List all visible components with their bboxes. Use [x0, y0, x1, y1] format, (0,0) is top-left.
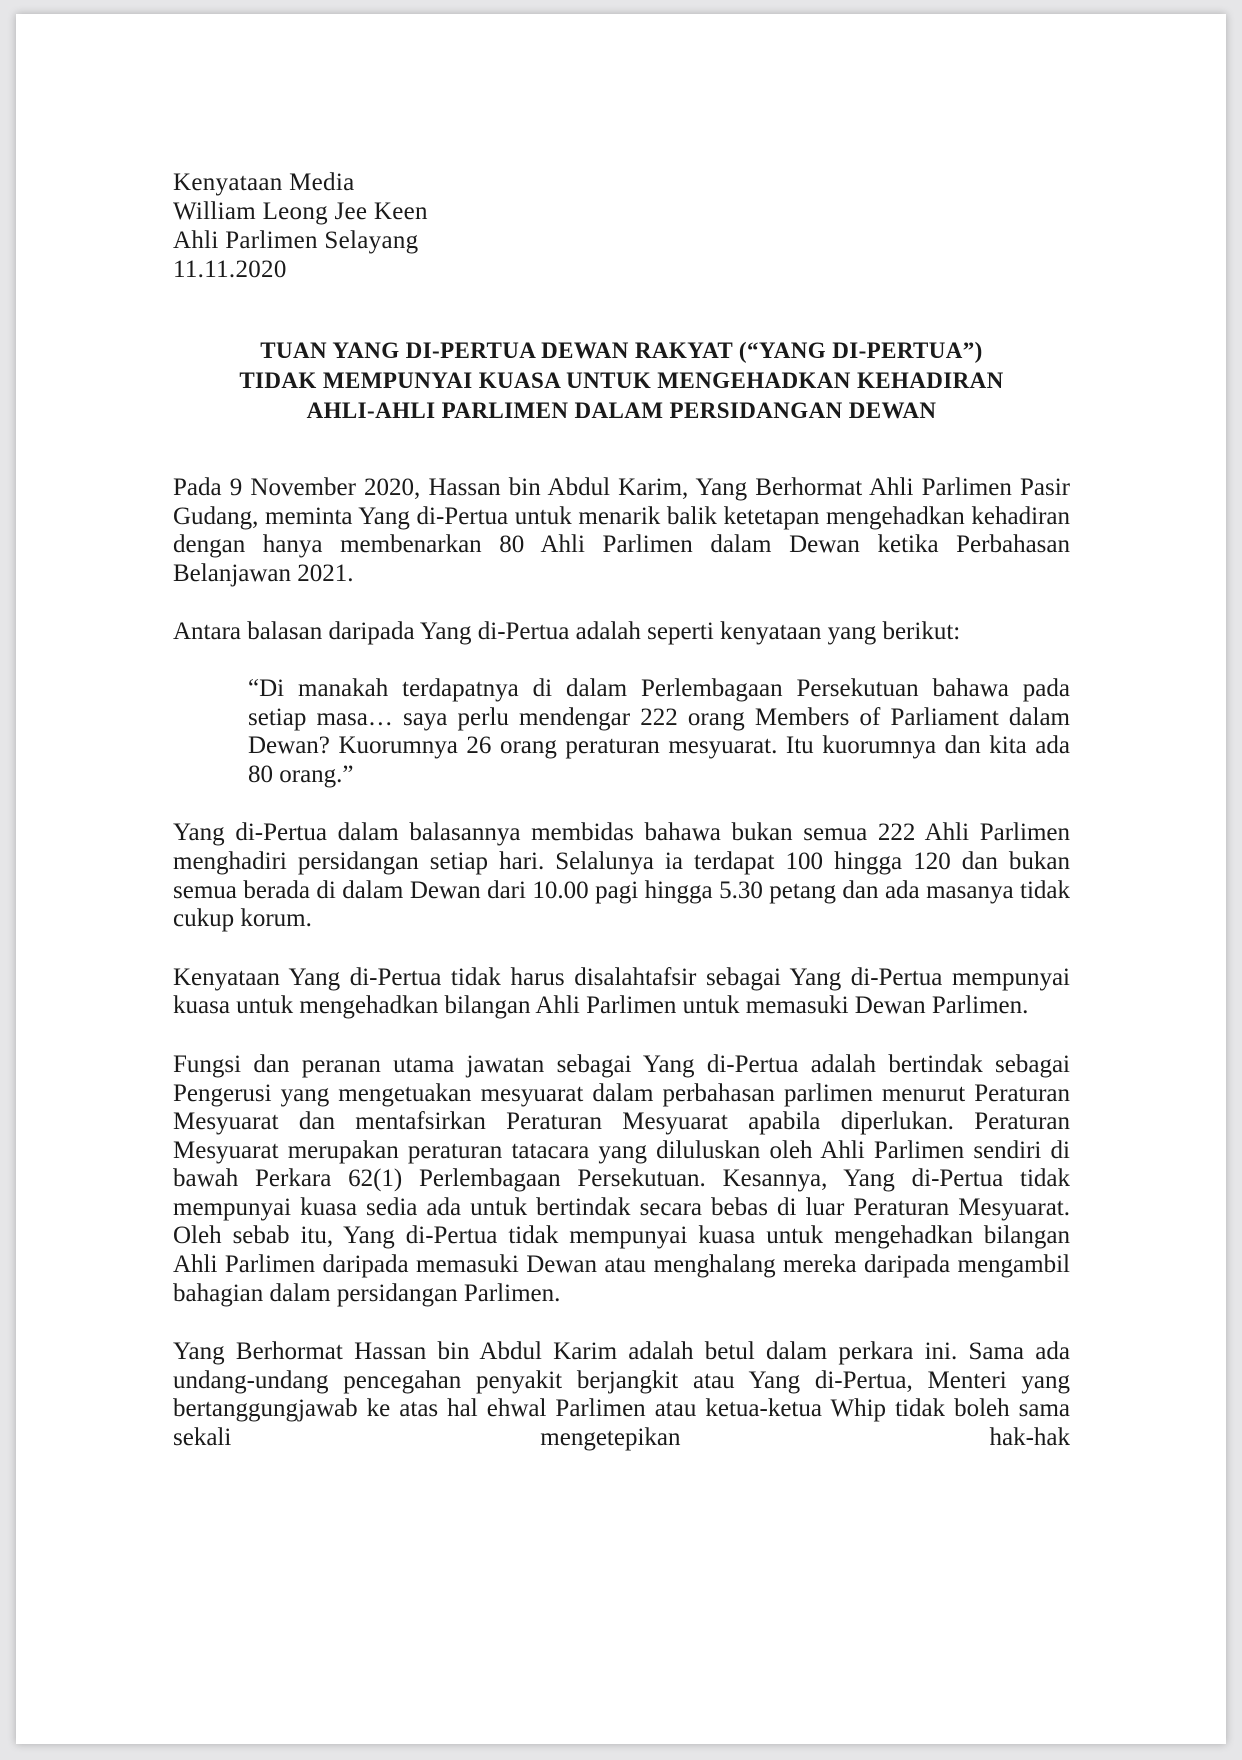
paragraph-1: Pada 9 November 2020, Hassan bin Abdul Karim, Yang Berhormat Ahli Parlimen Pasir Gudang, meminta Yang di-Pertua untuk menarik balik ketetapan mengehadkan kehadiran dengan hanya membenarkan 80 Ahli Parlimen dalam Dewan ketika Perbahasan Belanjawan 2021.	[173, 474, 1070, 587]
headline	[173, 336, 1070, 426]
release-date: 11.11.2020	[173, 256, 287, 283]
press-header	[173, 168, 1070, 284]
author-position: Ahli Parlimen Selayang	[173, 227, 419, 254]
paragraph-6: Yang Berhormat Hassan bin Abdul Karim adalah betul dalam perkara ini. Sama ada undang-undang pencegahan penyakit berjangkit atau Yang di-Pertua, Menteri yang bertanggungjawab ke atas hal ehwal Parlimen atau ketua-ketua Whip tidak boleh sama sekali mengetepikan hak-hak	[173, 1338, 1070, 1452]
paragraph-2: Antara balasan daripada Yang di-Pertua adalah seperti kenyataan yang berikut:	[173, 618, 961, 646]
block-quote: “Di manakah terdapatnya di dalam Perlembagaan Persekutuan bahawa pada setiap masa… saya perlu mendengar 222 orang Members of Parliament dalam Dewan? Kuorumnya 26 orang peraturan mesyuarat. Itu kuorumnya dan kita ada 80 orang.”	[248, 674, 1070, 788]
headline-line-3: AHLI-AHLI PARLIMEN DALAM PERSIDANGAN DEWAN	[306, 398, 937, 423]
author-name: William Leong Jee Keen	[173, 198, 428, 225]
headline-line-1: TUAN YANG DI-PERTUA DEWAN RAKYAT (“YANG DI-PERTUA”)	[260, 338, 983, 363]
paragraph-4: Kenyataan Yang di-Pertua tidak harus disalahtafsir sebagai Yang di-Pertua mempunyai kuasa untuk mengehadkan bilangan Ahli Parlimen untuk memasuki Dewan Parlimen.	[173, 963, 1070, 1020]
document-page	[16, 14, 1226, 1744]
headline-line-2: TIDAK MEMPUNYAI KUASA UNTUK MENGEHADKAN KEHADIRAN	[239, 368, 1004, 393]
press-label: Kenyataan Media	[173, 169, 355, 196]
paragraph-5: Fungsi dan peranan utama jawatan sebagai Yang di-Pertua adalah bertindak sebagai Pengerusi yang mengetuakan mesyuarat dalam perbahasan parlimen menurut Peraturan Mesyuarat dan mentafsirkan Peraturan Mesyuarat apabila diperlukan. Peraturan Mesyuarat merupakan peraturan tatacara yang diluluskan oleh Ahli Parlimen sendiri di bawah Perkara 62(1) Perlembagaan Persekutuan. Kesannya, Yang di-Pertua tidak mempunyai kuasa sedia ada untuk bertindak secara bebas di luar Peraturan Mesyuarat. Oleh sebab itu, Yang di-Pertua tidak mempunyai kuasa untuk mengehadkan bilangan Ahli Parlimen daripada memasuki Dewan atau menghalang mereka daripada mengambil bahagian dalam persidangan Parlimen.	[173, 1050, 1070, 1307]
paragraph-3: Yang di-Pertua dalam balasannya membidas bahawa bukan semua 222 Ahli Parlimen menghadiri persidangan setiap hari. Selalunya ia terdapat 100 hingga 120 dan bukan semua berada di dalam Dewan dari 10.00 pagi hingga 5.30 petang dan ada masanya tidak cukup korum.	[173, 819, 1070, 933]
